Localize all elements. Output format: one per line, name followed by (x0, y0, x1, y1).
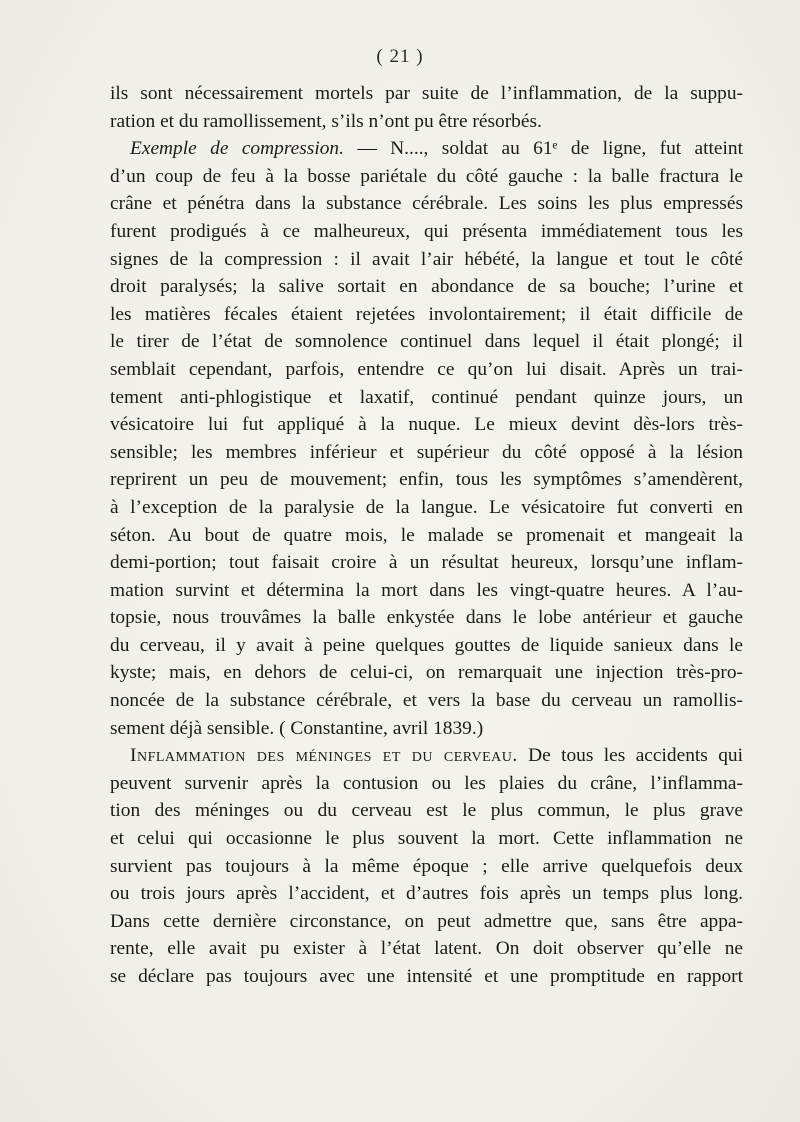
body-text (110, 80, 743, 991)
text-line: demi-portion; tout faisait croire à un résultat heureux, lorsqu’une inflam- (110, 552, 743, 574)
text-line: à l’exception de la paralysie de la langue. Le vésicatoire fut converti en (110, 496, 743, 518)
text-line: kyste; mais, en dehors de celui-ci, on remarquait une injection très-pro- (110, 662, 743, 684)
text-line: peuvent survenir après la contusion ou les plaies du crâne, l’inflamma- (110, 772, 743, 794)
text-line: se déclare pas toujours avec une intensité et une promptitude en rapport (110, 966, 743, 987)
text-line: furent prodigués à ce malheureux, qui présenta immédiatement tous les (110, 220, 743, 242)
text-line: Inflammation des méninges et du cerveau. De tous les accidents qui (130, 745, 743, 767)
text-line: vésicatoire lui fut appliqué à la nuque. Le mieux devint dès-lors très- (110, 414, 743, 436)
text-line: reprirent un peu de mouvement; enfin, tous les symptômes s’amendèrent, (110, 469, 743, 491)
text-line: topsie, nous trouvâmes la balle enkystée dans le lobe antérieur et gauche (110, 607, 743, 629)
text-line: signes de la compression : il avait l’air hébété, la langue et tout le côté (110, 248, 743, 270)
text-line: tion des méninges ou du cerveau est le plus commun, le plus grave (110, 800, 743, 822)
page-number: ( 21 ) (376, 46, 424, 67)
text-line: survient pas toujours à la même époque ; elle arrive quelquefois deux (110, 855, 743, 877)
text-line: crâne et pénétra dans la substance cérébrale. Les soins les plus empressés (110, 193, 743, 215)
text-line: sement déjà sensible. ( Constantine, avril 1839.) (110, 717, 484, 739)
text-line: Dans cette dernière circonstance, on peut admettre que, sans être appa- (110, 910, 743, 932)
text-line: du cerveau, il y avait à peine quelques gouttes de liquide sanieux dans le (110, 634, 743, 656)
text-line: séton. Au bout de quatre mois, le malade se promenait et mangeait la (110, 524, 743, 546)
text-line: ou trois jours après l’accident, et d’autres fois après un temps plus long. (110, 883, 743, 905)
text-line: sensible; les membres inférieur et supérieur du côté opposé à la lésion (110, 441, 743, 463)
text-line: droit paralysés; la salive sortait en abondance de sa bouche; l’urine et (110, 276, 743, 298)
case-heading: Exemple de compression. (130, 138, 344, 160)
section-heading: Inflammation des méninges et du cerveau. (130, 745, 518, 767)
text-line: les matières fécales étaient rejetées involontairement; il était difficile de (110, 303, 743, 325)
text-line: semblait cependant, parfois, entendre ce qu’on lui disait. Après un trai- (110, 358, 743, 380)
text-line: le tirer de l’état de somnolence continuel dans lequel il était plongé; il (110, 331, 743, 353)
text-line: et celui qui occasionne le plus souvent la mort. Cette inflammation ne (110, 828, 743, 850)
text-line: ration et du ramollissement, s’ils n’ont pu être résorbés. (110, 110, 542, 132)
text-line: tement anti-phlogistique et laxatif, continué pendant quinze jours, un (110, 386, 743, 408)
text-line: d’un coup de feu à la bosse pariétale du côté gauche : la balle fractura le (110, 165, 743, 187)
text-line: ils sont nécessairement mortels par suite de l’inflammation, de la suppu- (110, 83, 743, 104)
text-line: noncée de la substance cérébrale, et vers la base du cerveau un ramollis- (110, 690, 743, 712)
text-line: rente, elle avait pu exister à l’état latent. On doit observer qu’elle ne (110, 938, 743, 960)
text-line: Exemple de compression. — N...., soldat au 61ᵉ de ligne, fut atteint (130, 138, 743, 160)
text-line: mation survint et détermina la mort dans les vingt-quatre heures. A l’au- (110, 579, 743, 601)
